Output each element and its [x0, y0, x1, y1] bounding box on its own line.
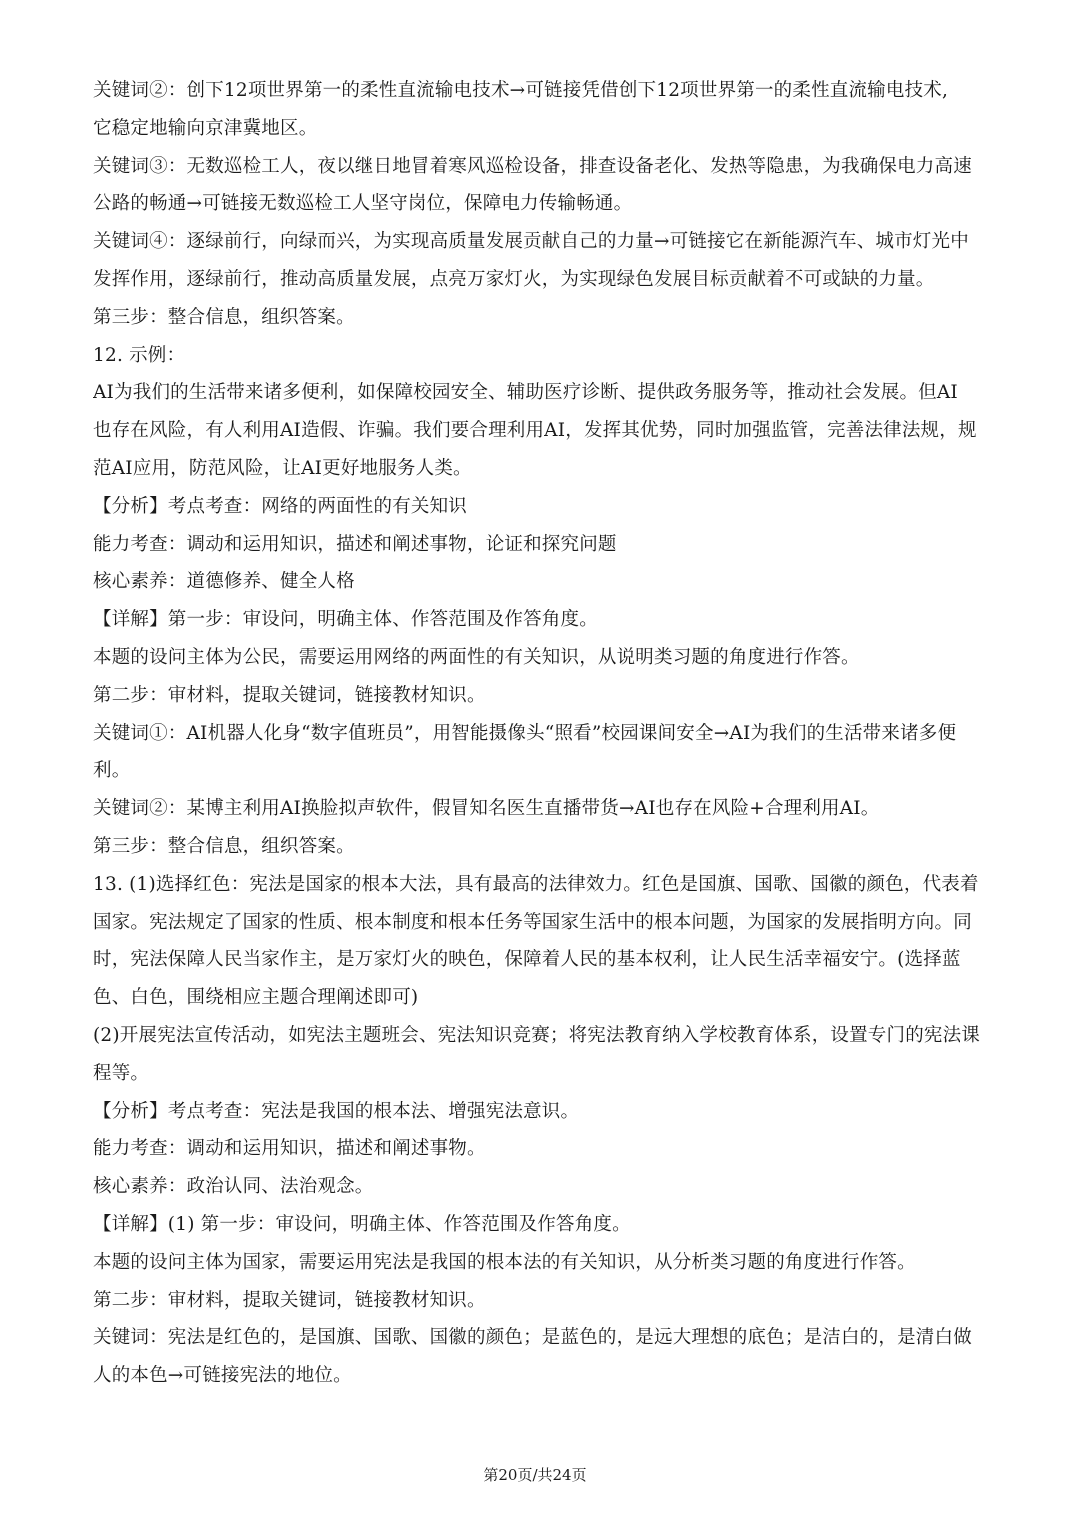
analysis-heading: 【分析】考点考查：网络的两面性的有关知识 — [93, 495, 468, 517]
text-line: 关键词②：创下12项世界第一的柔性直流输电技术→可链接凭借创下12项世界第一的柔性直流输电技术, — [93, 80, 949, 101]
question-number: 12. 示例： — [93, 344, 186, 366]
page-number-footer: 第20页/共24页 — [483, 1466, 587, 1484]
text-line: 关键词②：某博主利用AI换脸拟声软件，假冒知名医生直播带货→AI也存在风险+合理利用AI。 — [93, 798, 880, 820]
text-line: 范AI应用，防范风险，让AI更好地服务人类。 — [93, 457, 472, 479]
text-line: 关键词③：无数巡检工人，夜以继日地冒着寒风巡检设备，排查设备老化、发热等隐患，为我确保电力高速 — [93, 155, 972, 177]
text-line: AI为我们的生活带来诸多便利，如保障校园安全、辅助医疗诊断、提供政务服务等，推动社会发展。但AI — [93, 382, 958, 404]
text-line: 程等。 — [93, 1062, 150, 1084]
text-line: 本题的设问主体为国家，需要运用宪法是我国的根本法的有关知识，从分析类习题的角度进行作答。 — [93, 1251, 916, 1273]
text-line: 色、白色，围绕相应主题合理阐述即可) — [93, 987, 419, 1009]
text-line: 核心素养：政治认同、法治观念。 — [93, 1176, 374, 1198]
text-line: 人的本色→可链接宪法的地位。 — [93, 1365, 352, 1387]
text-line: 它稳定地输向京津冀地区。 — [93, 117, 318, 139]
text-line: 第三步：整合信息，组织答案。 — [93, 306, 355, 328]
text-line: 第二步：审材料，提取关键词，链接教材知识。 — [93, 1289, 486, 1311]
text-line: 国家。宪法规定了国家的性质、根本制度和根本任务等国家生活中的根本问题，为国家的发展指明方向。同 — [93, 911, 972, 933]
text-line: 时，宪法保障人民当家作主，是万家灯火的映色，保障着人民的基本权利，让人民生活幸福安宁。(选择蓝 — [93, 949, 961, 971]
detail-heading: 【详解】第一步：审设问，明确主体、作答范围及作答角度。 — [93, 609, 598, 631]
text-line: 关键词④：逐绿前行，向绿而兴，为实现高质量发展贡献自己的力量→可链接它在新能源汽车、城市灯光中 — [93, 231, 969, 253]
text-line: 公路的畅通→可链接无数巡检工人坚守岗位，保障电力传输畅通。 — [93, 193, 633, 215]
text-line: 能力考查：调动和运用知识，描述和阐述事物，论证和探究问题 — [93, 533, 617, 555]
text-line: (2)开展宪法宣传活动，如宪法主题班会、宪法知识竞赛；将宪法教育纳入学校教育体系，设置专门的宪法课 — [93, 1024, 981, 1046]
text-line: 第二步：审材料，提取关键词，链接教材知识。 — [93, 684, 486, 706]
detail-heading: 【详解】(1) 第一步：审设问，明确主体、作答范围及作答角度。 — [93, 1213, 631, 1235]
document-body — [93, 72, 983, 1395]
question-number: 13. (1)选择红色：宪法是国家的根本大法，具有最高的法律效力。红色是国旗、国歌、国徽的颜色，代表着 — [93, 873, 979, 895]
text-line: 关键词①：AI机器人化身“数字值班员”，用智能摄像头“照看”校园课间安全→AI为我们的生活带来诸多便 — [93, 722, 957, 744]
text-line: 发挥作用，逐绿前行，推动高质量发展，点亮万家灯火，为实现绿色发展目标贡献着不可或缺的力量。 — [93, 268, 935, 290]
text-line: 第三步：整合信息，组织答案。 — [93, 835, 355, 857]
text-line: 关键词：宪法是红色的，是国旗、国歌、国徽的颜色；是蓝色的，是远大理想的底色；是洁白的，是清白做 — [93, 1327, 972, 1349]
text-line: 能力考查：调动和运用知识，描述和阐述事物。 — [93, 1138, 486, 1160]
text-line: 利。 — [93, 760, 131, 782]
text-line: 核心素养：道德修养、健全人格 — [93, 571, 355, 593]
text-line: 本题的设问主体为公民，需要运用网络的两面性的有关知识，从说明类习题的角度进行作答。 — [93, 646, 860, 668]
analysis-heading: 【分析】考点考查：宪法是我国的根本法、增强宪法意识。 — [93, 1100, 580, 1122]
text-line: 也存在风险，有人利用AI造假、诈骗。我们要合理利用AI，发挥其优势，同时加强监管，完善法律法规，规 — [93, 420, 977, 442]
